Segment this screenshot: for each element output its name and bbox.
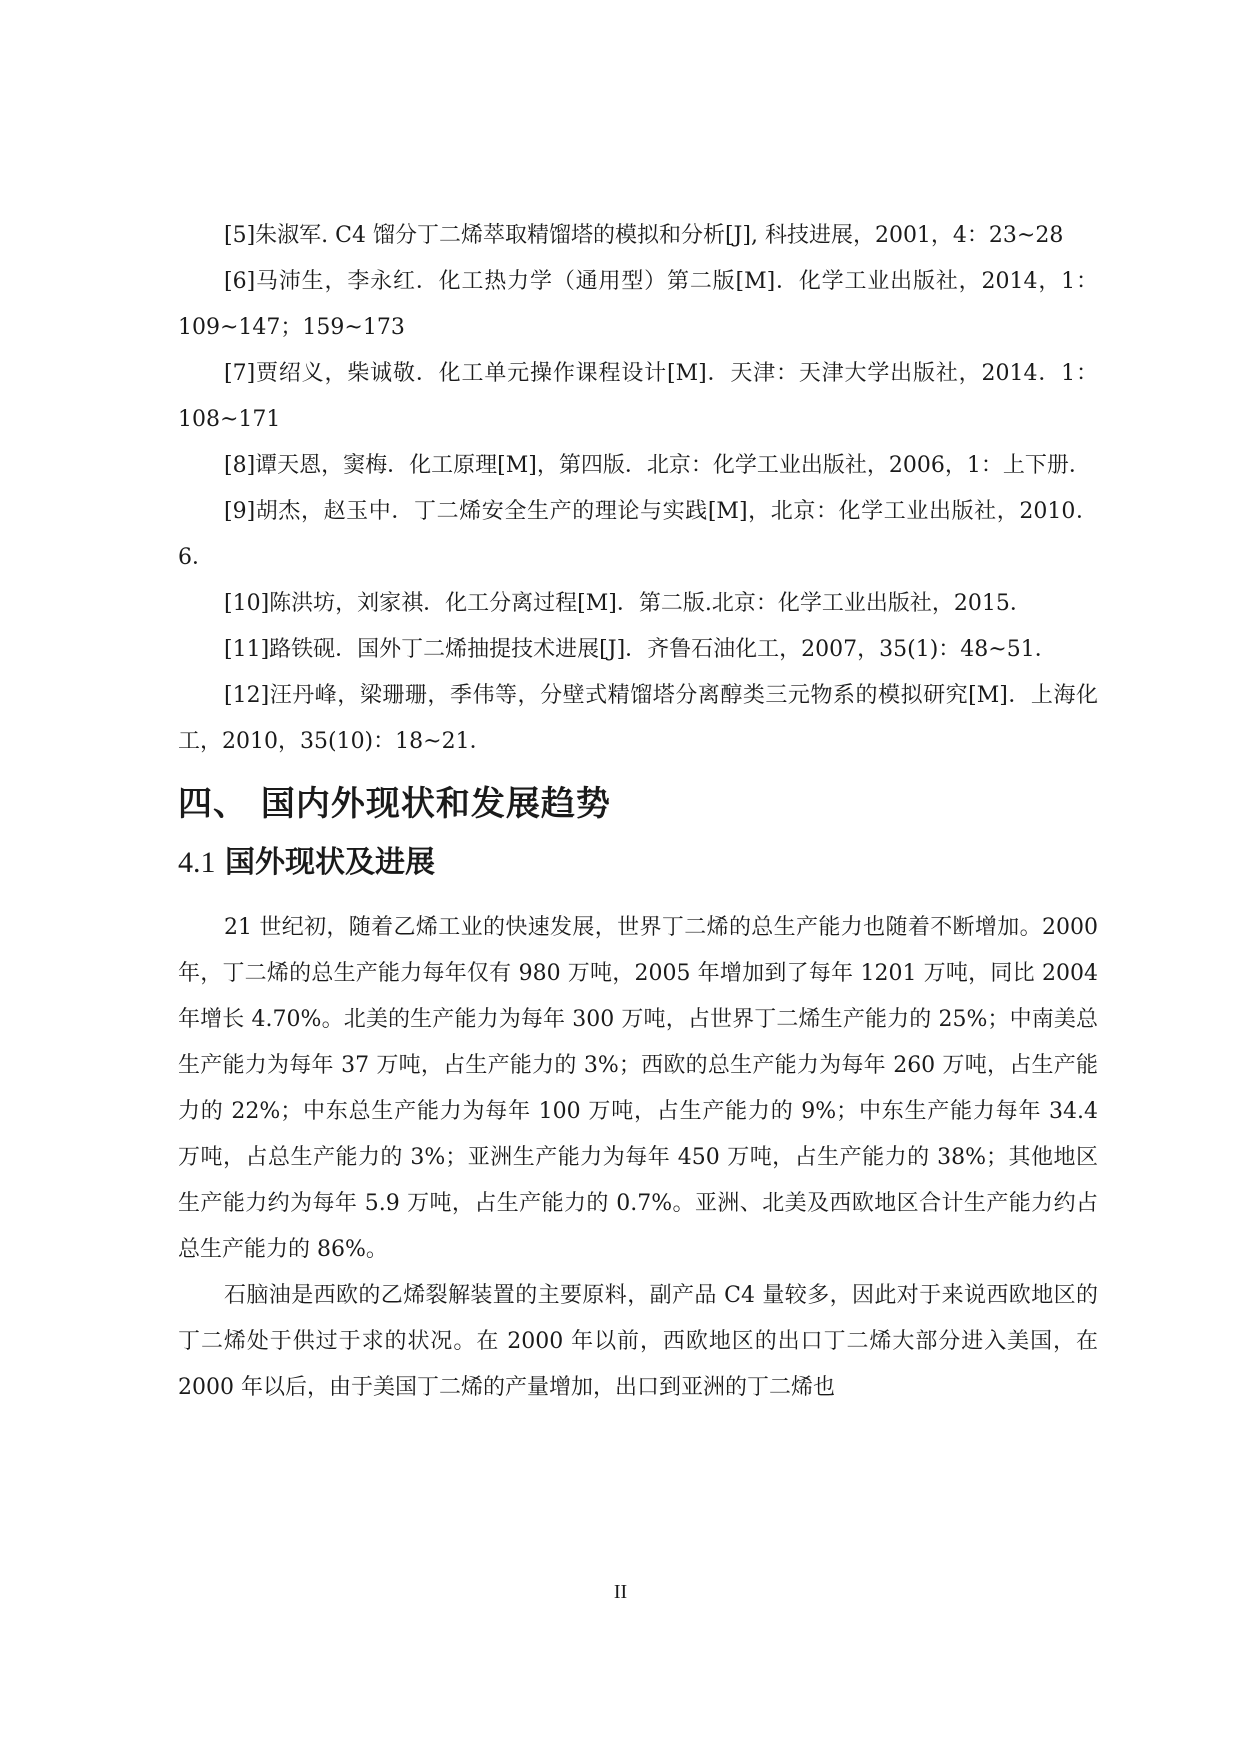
reference-item: [11]路铁砚．国外丁二烯抽提技术进展[J]．齐鲁石油化工，2007，35(1)：48~51． (224, 637, 1057, 662)
reference-item: [8]谭天恩，窦梅．化工原理[M]，第四版．北京：化学工业出版社，2006，1：上下册． (224, 453, 1091, 478)
reference-item: [9]胡杰，赵玉中．丁二烯安全生产的理论与实践[M]，北京：化学工业出版社，2010．6． (178, 499, 1098, 570)
section-heading (178, 835, 1098, 891)
reference-item: [5]朱淑军. C4 馏分丁二烯萃取精馏塔的模拟和分析[J], 科技进展，2001，4：23~28 (224, 223, 1064, 248)
page-number: II (613, 1581, 628, 1603)
reference-item: [12]汪丹峰，梁珊珊，季伟等，分壁式精馏塔分离醇类三元物系的模拟研究[M]．上海化工，2010，35(10)：18~21． (178, 683, 1098, 754)
body-text (178, 905, 1098, 1411)
chapter-heading: 四、 国内外现状和发展趋势 (178, 784, 611, 824)
body-paragraph: 21 世纪初，随着乙烯工业的快速发展，世界丁二烯的总生产能力也随着不断增加。2000 年，丁二烯的总生产能力每年仅有 980 万吨，2005 年增加到了每年 1201 万吨，同比 2004 年增长 4.70%。北美的生产能力为每年 300 万吨，占世界丁二烯生产能力的 25%；中南美总生产能力为每年 37 万吨，占生产能力的 3%；西欧的总生产能力为每年 260 万吨，占生产能力的 22%；中东总生产能力为每年 100 万吨，占生产能力的 9%；中东生产能力每年 34.4 万吨，占总生产能力的 3%；亚洲生产能力为每年 450 万吨，占生产能力的 38%；其他地区生产能力约为每年 5.9 万吨，占生产能力的 0.7%。亚洲、北美及西欧地区合计生产能力约占总生产能力的 86%。 (178, 915, 1098, 1262)
section-number: 4.1 (178, 846, 216, 879)
reference-item: [10]陈洪坊，刘家祺．化工分离过程[M]．第二版.北京：化学工业出版社，2015． (224, 591, 1032, 616)
reference-item: [6]马沛生，李永红．化工热力学（通用型）第二版[M]．化学工业出版社，2014，1：109~147；159~173 (178, 269, 1098, 340)
body-paragraph: 石脑油是西欧的乙烯裂解装置的主要原料，副产品 C4 量较多，因此对于来说西欧地区的丁二烯处于供过于求的状况。在 2000 年以前，西欧地区的出口丁二烯大部分进入美国，在 2000 年以后，由于美国丁二烯的产量增加，出口到亚洲的丁二烯也 (178, 1283, 1098, 1400)
reference-item: [7]贾绍义，柴诚敬．化工单元操作课程设计[M]．天津：天津大学出版社，2014．1：108~171 (178, 361, 1098, 432)
reference-list (178, 213, 1098, 765)
page-content (178, 213, 1098, 1411)
section-title: 国外现状及进展 (225, 845, 436, 880)
